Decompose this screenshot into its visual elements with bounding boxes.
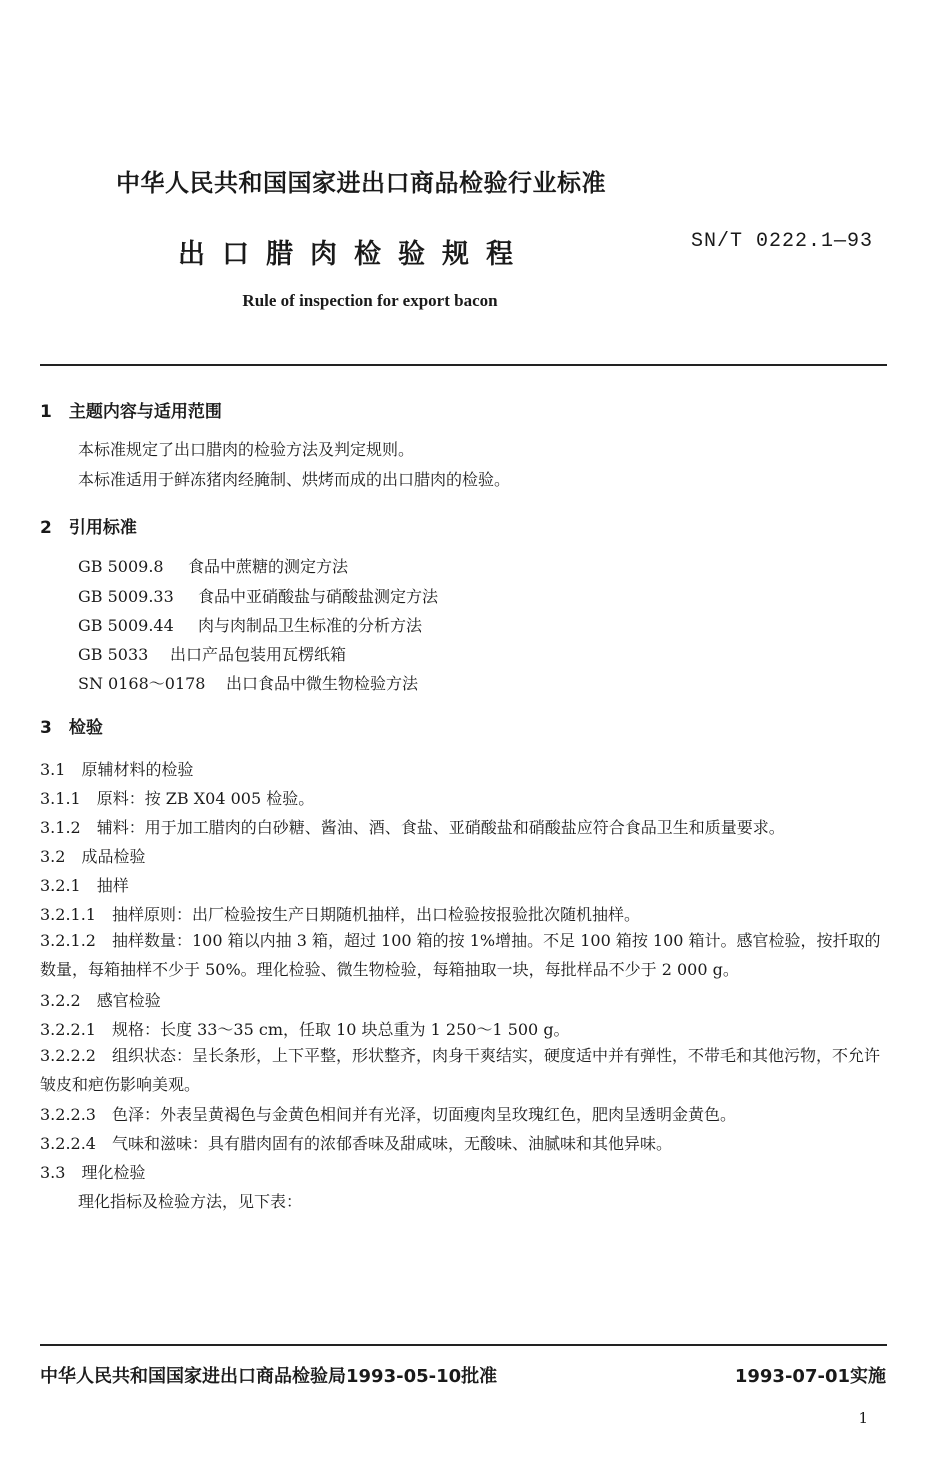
reference-title: 肉与肉制品卫生标准的分析方法 bbox=[198, 616, 423, 635]
reference-item bbox=[78, 642, 346, 665]
reference-title: 食品中亚硝酸盐与硝酸盐测定方法 bbox=[198, 587, 439, 606]
reference-code: SN 0168～0178 bbox=[78, 674, 206, 693]
reference-title: 食品中蔗糖的测定方法 bbox=[188, 557, 349, 576]
clause-3-1-2: 3.1.2 辅料：用于加工腊肉的白砂糖、酱油、酒、食盐、亚硝酸盐和硝酸盐应符合食品卫生和质量要求。 bbox=[40, 818, 785, 837]
clause-3-2-1-2: 3.2.1.2 抽样数量：100 箱以内抽 3 箱，超过 100 箱的按 1%增抽。不足 100 箱按 100 箱计。感官检验，按扦取的数量，每箱抽样不少于 50%。理化检验、微生物检验，每箱抽取一块，每批样品不少于 2 000 g。 bbox=[40, 931, 881, 979]
english-title: Rule of inspection for export bacon bbox=[242, 291, 498, 310]
section-1-heading: 1 主题内容与适用范围 bbox=[40, 402, 222, 422]
section-2-heading: 2 引用标准 bbox=[40, 518, 137, 538]
clause-3-2-2: 3.2.2 感官检验 bbox=[40, 991, 161, 1010]
clause-3-3: 3.3 理化检验 bbox=[40, 1163, 146, 1182]
clause-3-2-2-4: 3.2.2.4 气味和滋味：具有腊肉固有的浓郁香味及甜咸味，无酸味、油腻味和其他异味。 bbox=[40, 1134, 672, 1153]
footer-rule bbox=[40, 1344, 887, 1346]
clause-3-2-2-1: 3.2.2.1 规格：长度 33～35 cm，任取 10 块总重为 1 250～1 500 g。 bbox=[40, 1020, 570, 1039]
clause-3-3-text: 理化指标及检验方法，见下表： bbox=[78, 1192, 303, 1211]
clause-3-2-2-2: 3.2.2.2 组织状态：呈长条形，上下平整，形状整齐，肉身干爽结实，硬度适中并有弹性，不带毛和其他污物，不允许皱皮和疤伤影响美观。 bbox=[40, 1046, 880, 1094]
approval-line: 中华人民共和国国家进出口商品检验局1993-05-10批准 bbox=[40, 1366, 498, 1387]
clause-3-2-2-3: 3.2.2.3 色泽：外表呈黄褐色与金黄色相间并有光泽，切面瘦肉呈玫瑰红色，肥肉呈透明金黄色。 bbox=[40, 1105, 736, 1124]
document-title: 出口腊肉检验规程 bbox=[178, 239, 530, 270]
clause-3-2-1: 3.2.1 抽样 bbox=[40, 876, 129, 895]
reference-code: GB 5009.33 bbox=[78, 587, 174, 606]
section-1-para-2: 本标准适用于鲜冻猪肉经腌制、烘烤而成的出口腊肉的检验。 bbox=[78, 470, 511, 489]
reference-item bbox=[78, 671, 418, 694]
reference-item bbox=[78, 554, 348, 577]
reference-code: GB 5033 bbox=[78, 645, 149, 664]
standard-org: 中华人民共和国国家进出口商品检验行业标准 bbox=[116, 169, 606, 197]
reference-title: 出口食品中微生物检验方法 bbox=[226, 674, 419, 693]
reference-code: GB 5009.44 bbox=[78, 616, 174, 635]
reference-item bbox=[78, 613, 422, 636]
section-1-para-1: 本标准规定了出口腊肉的检验方法及判定规则。 bbox=[78, 440, 415, 459]
clause-3-1: 3.1 原辅材料的检验 bbox=[40, 760, 194, 779]
effective-date: 1993-07-01实施 bbox=[734, 1366, 886, 1387]
reference-item bbox=[78, 584, 438, 607]
reference-code: GB 5009.8 bbox=[78, 557, 164, 576]
clause-3-1-1: 3.1.1 原料：按 ZB X04 005 检验。 bbox=[40, 789, 315, 808]
page-number: 1 bbox=[858, 1409, 868, 1427]
section-3-heading: 3 检验 bbox=[40, 718, 103, 738]
reference-title: 出口产品包装用瓦楞纸箱 bbox=[170, 645, 347, 664]
clause-3-2-1-1: 3.2.1.1 抽样原则：出厂检验按生产日期随机抽样，出口检验按报验批次随机抽样。 bbox=[40, 905, 640, 924]
clause-3-2: 3.2 成品检验 bbox=[40, 847, 146, 866]
standard-number: SN/T 0222.1—93 bbox=[691, 230, 874, 253]
header-rule bbox=[40, 364, 887, 366]
